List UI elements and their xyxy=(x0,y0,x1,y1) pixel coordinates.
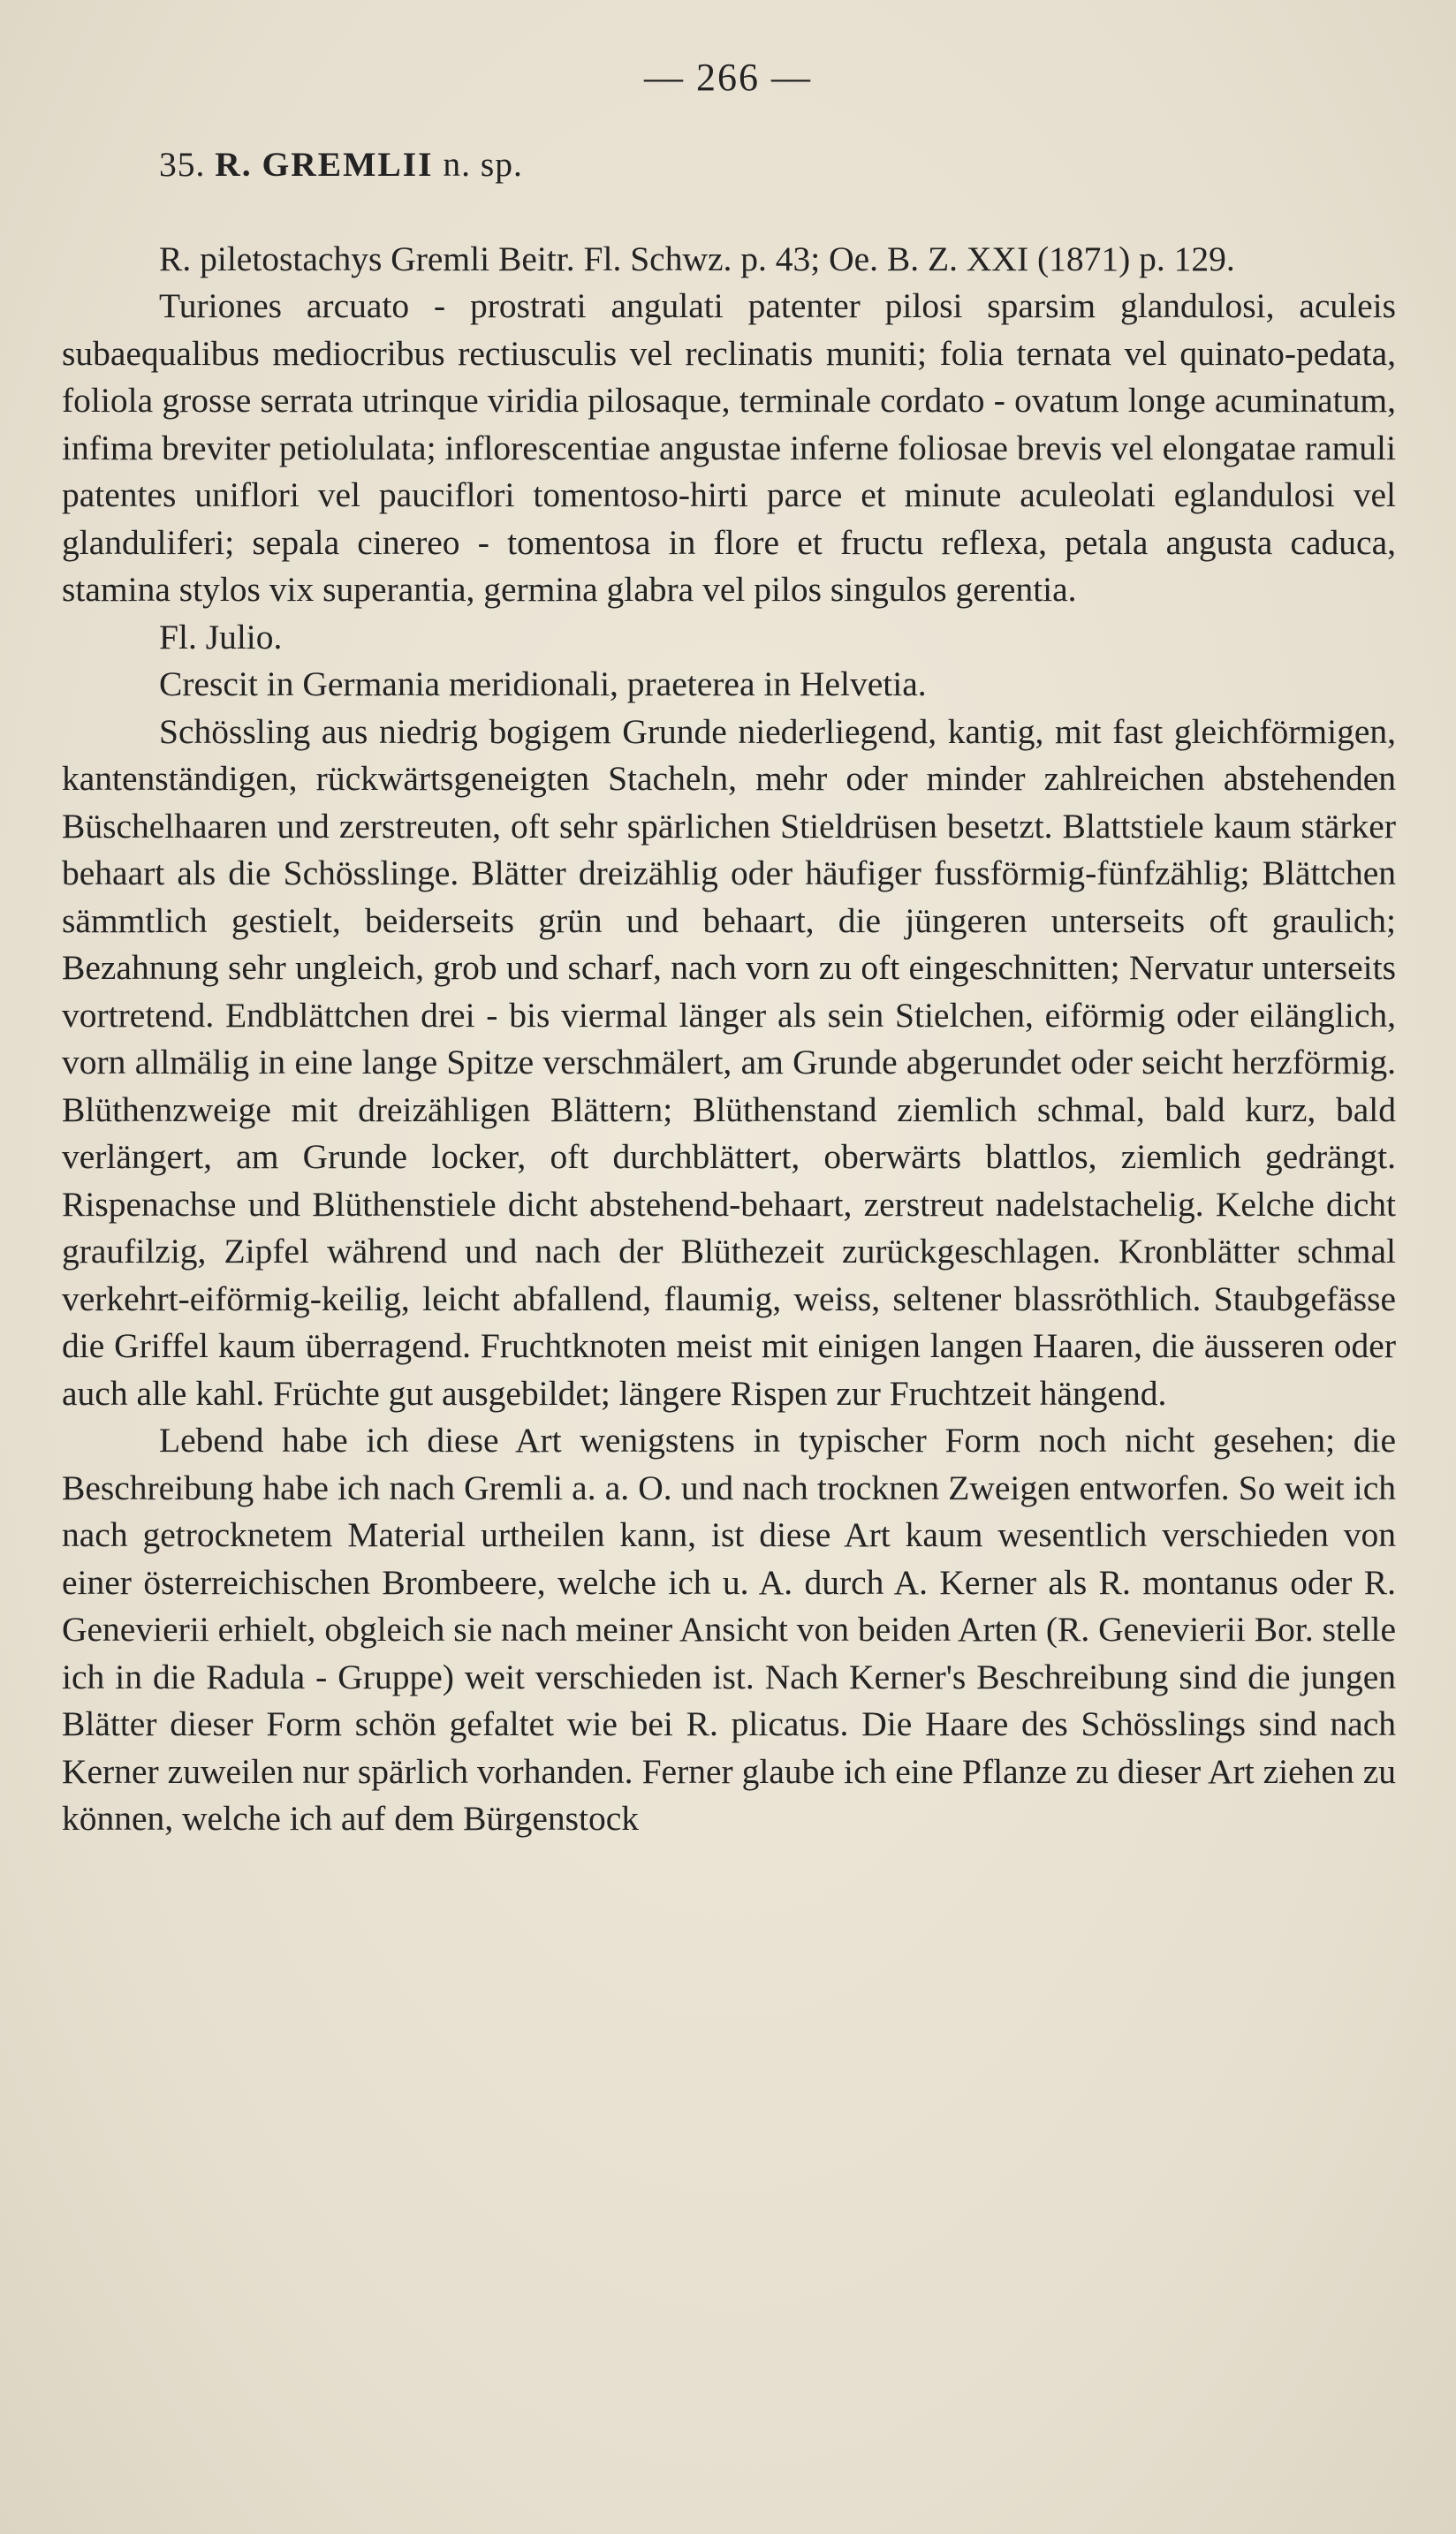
flowering-time: Fl. Julio. xyxy=(159,617,283,656)
distribution-paragraph: Crescit in Germania meridionali, praeterea in Helvetia. xyxy=(159,664,927,703)
genus-abbreviation: R. xyxy=(215,145,253,184)
page-body xyxy=(62,141,1396,1843)
synonymy-paragraph: R. piletostachys Gremli Beitr. Fl. Schwz. p. 43; Oe. B. Z. XXI (1871) p. 129. xyxy=(159,239,1235,278)
page-number: — 266 — xyxy=(644,56,812,99)
species-heading xyxy=(159,141,1396,189)
commentary-paragraph: Lebend habe ich diese Art wenigstens in typischer Form noch nicht gesehen; die Beschreibung habe ich nach Gremli a. a. O. und nach trocknen Zweigen entworfen. So weit ich nach getrocknetem Material urtheilen kann, ist diese Art kaum wesentlich verschieden von einer österreichischen Brombeere, welche ich u. A. durch A. Kerner als R. montanus oder R. Genevierii erhielt, obgleich sie nach meiner Ansicht von beiden Arten (R. Genevierii Bor. stelle ich in die Radula - Gruppe) weit verschieden ist. Nach Kerner's Beschreibung sind die jungen Blätter dieser Form schön gefaltet wie bei R. plicatus. Die Haare des Schösslings sind nach Kerner zuweilen nur spärlich vorhanden. Ferner glaube ich eine Pflanze zu dieser Art ziehen zu können, welche ich auf dem Bürgenstock xyxy=(62,1421,1396,1838)
species-name: GREMLII xyxy=(262,145,434,184)
german-description-paragraph: Schössling aus niedrig bogigem Grunde niederliegend, kantig, mit fast gleichförmigen, kantenständigen, rückwärtsgeneigten Stacheln, mehr oder minder zahlreichen abstehenden Büschelhaaren und zerstreuten, oft sehr spärlichen Stieldrüsen besetzt. Blattstiele kaum stärker behaart als die Schösslinge. Blätter dreizählig oder häufiger fussförmig-fünfzählig; Blättchen sämmtlich gestielt, beiderseits grün und behaart, die jüngeren unterseits oft graulich; Bezahnung sehr ungleich, grob und scharf, nach vorn zu oft eingeschnitten; Nervatur unterseits vortretend. Endblättchen drei - bis viermal länger als sein Stielchen, eiförmig oder eilänglich, vorn allmälig in eine lange Spitze verschmälert, am Grunde abgerundet oder seicht herzförmig. Blüthenzweige mit dreizähligen Blättern; Blüthenstand ziemlich schmal, bald kurz, bald verlängert, am Grunde locker, oft durchblättert, oberwärts blattlos, ziemlich gedrängt. Rispenachse und Blüthenstiele dicht abstehend-behaart, zerstreut nadelstachelig. Kelche dicht graufilzig, Zipfel während und nach der Blüthezeit zurückgeschlagen. Kronblätter schmal verkehrt-eiförmig-keilig, leicht abfallend, flaumig, weiss, seltener blassröthlich. Staubgefässe die Griffel kaum überragend. Fruchtknoten meist mit einigen langen Haaren, die äusseren oder auch alle kahl. Früchte gut ausgebildet; längere Rispen zur Fruchtzeit hängend. xyxy=(62,711,1396,1413)
entry-number: 35. xyxy=(159,145,206,184)
species-status: n. sp. xyxy=(443,145,523,184)
latin-description-paragraph: Turiones arcuato - prostrati angulati patenter pilosi sparsim glandulosi, aculeis subaequalibus mediocribus rectiusculis vel reclinatis muniti; folia ternata vel quinato-pedata, foliola grosse serrata utrinque viridia pilosaque, terminale cordato - ovatum longe acuminatum, infima breviter petiolulata; inflorescentiae angustae inferne foliosae brevis vel elongatae ramuli patentes uniflori vel pauciflori tomentoso-hirti parce et minute aculeolati eglandulosi vel glanduliferi; sepala cinereo - tomentosa in flore et fructu reflexa, petala angusta caduca, stamina stylos vix superantia, germina glabra vel pilos singulos gerentia. xyxy=(62,286,1396,609)
